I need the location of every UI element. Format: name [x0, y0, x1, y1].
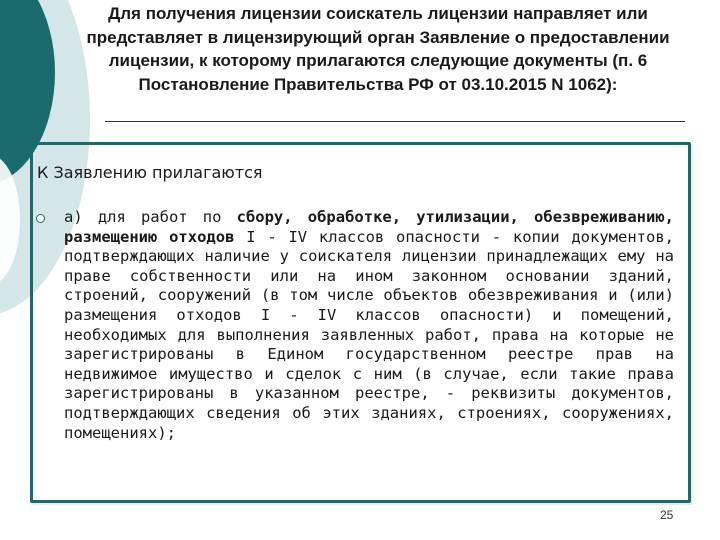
bullet-circle-icon — [36, 214, 45, 223]
slide-title: Для получения лицензии соискатель лицензии направляет или представляет в лицензирующий орган Заявление о предоставлении лицензии, к которому прилагаются следующие документы (п. 6 Постановление Правительства РФ от 03.10.2015 N 1062): — [86, 4, 670, 94]
bullet-text-body: I - IV классов опасности - копии документов, подтверждающих наличие у соискателя лицензии принадлежащих ему на праве собственности или на ином законном основании зданий, строений, сооружений (в том числе объектов обезвреживания и (или) размещения отходов I - IV классов опасности) и помещений, необходимых для выполнения заявленных работ, права на которые не зарегистрированы в Едином государственном реестре прав на недвижимое имущество и сделок с ним (в случае, если такие права зарегистрированы в указанном реестре, - реквизиты документов, подтверждающих сведения об этих зданиях, строениях, сооружениях, помещениях); — [64, 227, 674, 442]
bullet-text-bold: сбору, обработке, утилизации, обезвреживанию, размещению отходов — [64, 208, 675, 246]
title-divider — [105, 121, 685, 122]
page-number: 25 — [660, 508, 674, 522]
bullet-text-intro: а) для работ по — [64, 208, 237, 226]
bullet-item-text — [64, 208, 674, 443]
section-subtitle: К Заявлению прилагаются — [37, 163, 263, 182]
